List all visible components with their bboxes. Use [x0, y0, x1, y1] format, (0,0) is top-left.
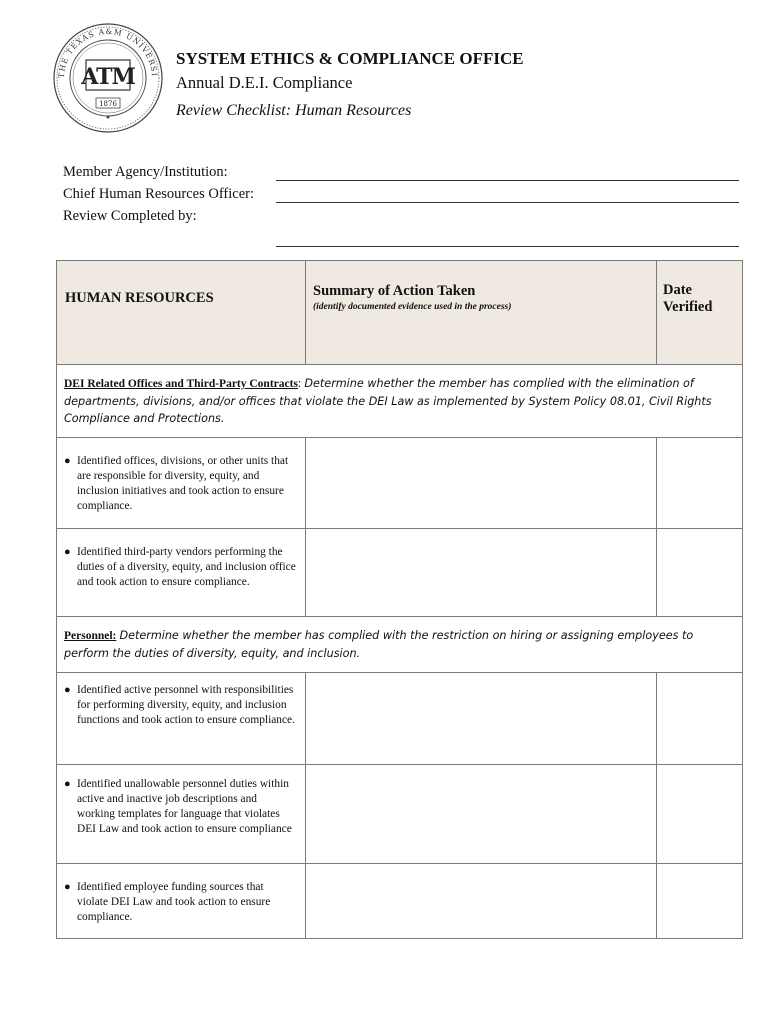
form-fields	[63, 163, 739, 229]
field-label: Member Agency/Institution:	[63, 164, 228, 180]
university-seal	[52, 22, 164, 134]
header-summary	[306, 261, 657, 365]
date-cell[interactable]	[657, 765, 743, 864]
table-header-row	[57, 261, 743, 365]
summary-cell[interactable]	[306, 529, 657, 617]
summary-cell[interactable]	[306, 673, 657, 765]
table-row	[57, 529, 743, 617]
field-chief-hr-officer	[63, 185, 739, 207]
section-description: Determine whether the member has complied with the restriction on hiring or assigning employees to perform the duties of diversity, equity, and inclusion.	[64, 629, 694, 660]
bullet-icon: ●	[64, 546, 71, 558]
checklist-item	[57, 864, 306, 939]
summary-cell[interactable]	[306, 438, 657, 529]
checklist-item	[57, 765, 306, 864]
header-human-resources: HUMAN RESOURCES	[57, 261, 306, 365]
bullet-icon: ●	[64, 778, 71, 790]
bullet-icon: ●	[64, 684, 71, 696]
date-cell[interactable]	[657, 864, 743, 939]
table-row	[57, 438, 743, 529]
office-title: SYSTEM ETHICS & COMPLIANCE OFFICE	[176, 49, 524, 68]
checklist-item	[57, 673, 306, 765]
section-lead: DEI Related Offices and Third-Party Contracts	[64, 378, 298, 390]
table-row	[57, 673, 743, 765]
bullet-icon: ●	[64, 455, 71, 467]
date-cell[interactable]	[657, 673, 743, 765]
item-text: Identified third-party vendors performing the duties of a diversity, equity, and inclusion office and took action to ensure compliance.	[77, 546, 296, 588]
item-text: Identified active personnel with responsibilities for performing diversity, equity, and inclusion functions and took action to ensure compliance.	[77, 684, 295, 726]
bullet-icon: ●	[64, 881, 71, 893]
field-member-agency	[63, 163, 739, 185]
seal-monogram: ATM	[81, 64, 135, 90]
section-description: Determine whether the member has complied with the elimination of departments, divisions, and/or offices that violate the DEI Law as implemented by System Policy 08.01, Civil Rights Compliance and Protections.	[64, 377, 712, 425]
date-cell[interactable]	[657, 529, 743, 617]
field-label: Chief Human Resources Officer:	[63, 186, 254, 202]
section-separator: :	[297, 376, 305, 390]
item-text: Identified unallowable personnel duties within active and inactive job descriptions and working templates for language that violates DEI Law and took action to ensure compliance	[77, 778, 292, 835]
field-review-completed-by	[63, 207, 739, 229]
header-date-verified: Date Verified	[657, 261, 743, 365]
field-label: Review Completed by:	[63, 208, 197, 224]
item-text: Identified offices, divisions, or other units that are responsible for diversity, equity, and inclusion initiatives and took action to ensure compliance.	[77, 455, 289, 512]
checklist-title: Review Checklist: Human Resources	[176, 102, 412, 119]
summary-cell[interactable]	[306, 765, 657, 864]
section-personnel	[57, 617, 743, 673]
document-header	[176, 48, 524, 122]
header-summary-title: Summary of Action Taken	[313, 283, 476, 299]
blank-line[interactable]	[276, 180, 739, 181]
seal-ring-text: THE TEXAS A&M UNIVERSI	[56, 26, 160, 79]
document-subtitle: Annual D.E.I. Compliance	[176, 73, 353, 92]
table-row	[57, 765, 743, 864]
date-cell[interactable]	[657, 438, 743, 529]
checklist-item	[57, 438, 306, 529]
seal-graphic	[52, 22, 164, 134]
header-summary-note: (identify documented evidence used in the process)	[313, 302, 512, 312]
checklist-table	[56, 260, 743, 939]
table-row	[57, 864, 743, 939]
blank-line[interactable]	[276, 246, 739, 247]
checklist-item	[57, 529, 306, 617]
item-text: Identified employee funding sources that violate DEI Law and took action to ensure compliance.	[77, 881, 271, 923]
section-lead: Personnel:	[64, 630, 117, 642]
section-row-dei-offices	[57, 365, 743, 438]
summary-cell[interactable]	[306, 864, 657, 939]
section-dei-offices	[57, 365, 743, 438]
seal-year: 1876	[99, 100, 117, 108]
blank-line[interactable]	[276, 202, 739, 203]
section-row-personnel	[57, 617, 743, 673]
